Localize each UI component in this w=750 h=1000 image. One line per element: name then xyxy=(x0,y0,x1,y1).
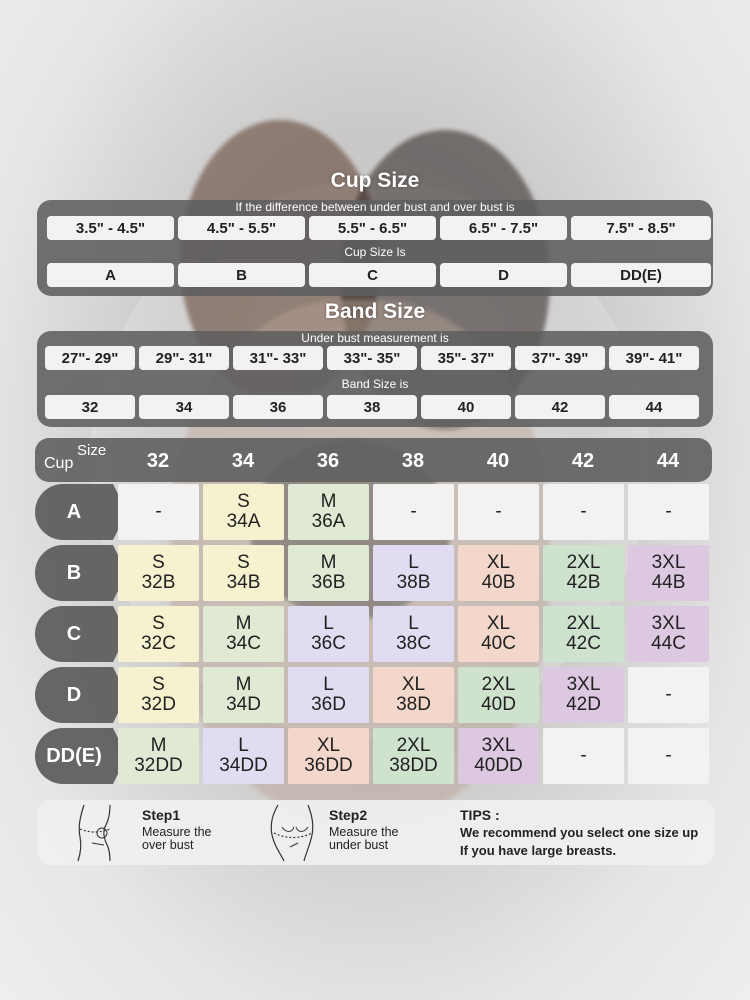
matrix-size-cell xyxy=(543,484,624,540)
matrix-cell-size: 2XL xyxy=(396,735,431,756)
matrix-column-header: 34 xyxy=(231,450,255,472)
matrix-size-cell xyxy=(628,545,709,601)
matrix-size-cell xyxy=(203,606,284,662)
step1-text-line2: over bust xyxy=(142,838,194,852)
matrix-cell-size: 2XL xyxy=(566,552,601,573)
matrix-cell-size: S xyxy=(152,613,165,634)
matrix-cell-size: 3XL xyxy=(651,552,686,573)
matrix-size-cell xyxy=(373,484,454,540)
cup-range-row xyxy=(47,216,711,240)
matrix-cell-size: - xyxy=(410,501,417,522)
cup-range-cell: 3.5" - 4.5" xyxy=(47,216,174,240)
matrix-size-cell xyxy=(543,667,624,723)
matrix-cell-bra-size: 42D xyxy=(566,694,601,715)
matrix-cell-size: L xyxy=(323,613,334,634)
matrix-cell-size: 2XL xyxy=(481,674,516,695)
matrix-cell-bra-size: 32C xyxy=(141,633,176,654)
matrix-column-header: 38 xyxy=(401,450,425,472)
cup-range-cell: 5.5" - 6.5" xyxy=(309,216,436,240)
matrix-cell-bra-size: 36C xyxy=(311,633,346,654)
matrix-cell-size: 2XL xyxy=(566,613,601,634)
cup-size-subtitle: If the difference between under bust and over bust is xyxy=(235,200,515,214)
band-range-cell: 27"- 29" xyxy=(45,346,135,370)
matrix-size-cell xyxy=(628,728,709,784)
matrix-size-cell xyxy=(543,606,624,662)
matrix-size-cell xyxy=(373,728,454,784)
cup-letter-row xyxy=(47,263,711,287)
matrix-cell-bra-size: 34A xyxy=(226,511,261,532)
step2-text-line2: under bust xyxy=(329,838,389,852)
matrix-cell-bra-size: 40DD xyxy=(474,755,523,776)
cup-letter-cell: D xyxy=(440,263,567,287)
matrix-cell-bra-size: 36DD xyxy=(304,755,353,776)
band-range-cell: 33"- 35" xyxy=(327,346,417,370)
matrix-cell-size: L xyxy=(408,613,419,634)
matrix-cell-bra-size: 42B xyxy=(566,572,601,593)
matrix-cup-label: Cup xyxy=(44,455,74,472)
matrix-cell-size: - xyxy=(580,745,587,766)
matrix-column-header: 32 xyxy=(146,450,170,472)
matrix-cell-size: M xyxy=(150,735,167,756)
cup-size-result-label: Cup Size Is xyxy=(344,245,406,259)
matrix-cell-size: XL xyxy=(401,674,426,695)
cup-range-cell: 7.5" - 8.5" xyxy=(571,216,711,240)
band-number-cell: 38 xyxy=(327,395,417,419)
step2-title: Step2 xyxy=(329,807,368,823)
tips-line1: We recommend you select one size up xyxy=(460,825,699,840)
band-range-row xyxy=(45,346,699,370)
matrix-size-cell xyxy=(118,606,199,662)
matrix-cell-bra-size: 40B xyxy=(481,572,516,593)
matrix-size-cell xyxy=(373,667,454,723)
matrix-cell-bra-size: 38B xyxy=(396,572,431,593)
matrix-cell-bra-size: 40D xyxy=(481,694,516,715)
matrix-cell-size: S xyxy=(152,552,165,573)
matrix-size-cell xyxy=(288,545,369,601)
matrix-cell-size: XL xyxy=(486,552,511,573)
matrix-cell-size: L xyxy=(323,674,334,695)
matrix-size-cell xyxy=(543,728,624,784)
matrix-cell-bra-size: 36B xyxy=(311,572,346,593)
matrix-size-cell xyxy=(203,667,284,723)
matrix-size-cell xyxy=(203,484,284,540)
matrix-row-cup-label: B xyxy=(35,545,113,601)
matrix-cell-bra-size: 44B xyxy=(651,572,686,593)
matrix-cell-bra-size: 38C xyxy=(396,633,431,654)
band-range-cell: 35"- 37" xyxy=(421,346,511,370)
matrix-cell-size: M xyxy=(320,491,337,512)
cup-range-cell: 4.5" - 5.5" xyxy=(178,216,305,240)
cup-letter-cell: A xyxy=(47,263,174,287)
matrix-size-cell xyxy=(203,728,284,784)
matrix-cell-bra-size: 34C xyxy=(226,633,261,654)
matrix-cell-size: - xyxy=(665,745,672,766)
step1-title: Step1 xyxy=(142,807,181,823)
cup-letter-cell: DD(E) xyxy=(571,263,711,287)
band-size-result-label: Band Size is xyxy=(341,377,409,391)
matrix-size-cell xyxy=(458,667,539,723)
matrix-size-cell xyxy=(458,545,539,601)
matrix-cell-size: L xyxy=(238,735,249,756)
matrix-size-cell xyxy=(118,667,199,723)
step2-text-line1: Measure the xyxy=(329,825,399,839)
matrix-size-cell xyxy=(288,606,369,662)
matrix-column-header: 42 xyxy=(571,450,595,472)
matrix-size-cell xyxy=(288,728,369,784)
matrix-size-cell xyxy=(628,606,709,662)
band-number-cell: 44 xyxy=(609,395,699,419)
band-size-subtitle: Under bust measurement is xyxy=(301,331,449,345)
band-number-cell: 40 xyxy=(421,395,511,419)
matrix-size-cell xyxy=(118,728,199,784)
band-number-row xyxy=(45,395,699,419)
matrix-cell-size: 3XL xyxy=(651,613,686,634)
matrix-cell-size: M xyxy=(235,674,252,695)
matrix-row-cup-label: D xyxy=(35,667,113,723)
matrix-row-cup-label: C xyxy=(35,606,113,662)
matrix-cell-size: XL xyxy=(486,613,511,634)
matrix-column-header: 36 xyxy=(316,450,340,472)
matrix-cell-size: - xyxy=(580,501,587,522)
cup-size-title: Cup Size xyxy=(330,169,420,192)
band-number-cell: 32 xyxy=(45,395,135,419)
overbust-measure-icon xyxy=(70,803,126,863)
matrix-size-cell xyxy=(628,484,709,540)
matrix-cell-bra-size: 34D xyxy=(226,694,261,715)
tips-title: TIPS : xyxy=(460,807,500,823)
matrix-size-label: Size xyxy=(77,442,107,459)
matrix-cell-size: - xyxy=(665,684,672,705)
matrix-row-cup-label: DD(E) xyxy=(35,728,113,784)
matrix-cell-bra-size: 36D xyxy=(311,694,346,715)
matrix-cell-bra-size: 32B xyxy=(141,572,176,593)
band-range-cell: 39"- 41" xyxy=(609,346,699,370)
matrix-size-cell xyxy=(373,545,454,601)
matrix-cell-bra-size: 34DD xyxy=(219,755,268,776)
band-size-title: Band Size xyxy=(324,300,426,323)
matrix-cell-bra-size: 32DD xyxy=(134,755,183,776)
matrix-size-cell xyxy=(118,545,199,601)
matrix-cell-size: - xyxy=(155,501,162,522)
matrix-size-cell xyxy=(458,484,539,540)
matrix-cell-size: S xyxy=(237,552,250,573)
matrix-cell-bra-size: 32D xyxy=(141,694,176,715)
matrix-cell-size: 3XL xyxy=(481,735,516,756)
matrix-cell-bra-size: 34B xyxy=(226,572,261,593)
cup-letter-cell: C xyxy=(309,263,436,287)
matrix-cell-size: S xyxy=(237,491,250,512)
matrix-cell-size: M xyxy=(235,613,252,634)
matrix-size-cell xyxy=(458,606,539,662)
matrix-cell-size: 3XL xyxy=(566,674,601,695)
matrix-cell-size: - xyxy=(665,501,672,522)
band-range-cell: 29"- 31" xyxy=(139,346,229,370)
matrix-cell-bra-size: 42C xyxy=(566,633,601,654)
matrix-size-cell xyxy=(118,484,199,540)
matrix-column-header: 44 xyxy=(656,450,680,472)
matrix-column-header: 40 xyxy=(486,450,510,472)
band-range-cell: 31"- 33" xyxy=(233,346,323,370)
matrix-row-cup-label: A xyxy=(35,484,113,540)
matrix-cell-size: XL xyxy=(316,735,341,756)
matrix-cell-size: M xyxy=(320,552,337,573)
band-number-cell: 34 xyxy=(139,395,229,419)
band-range-cell: 37"- 39" xyxy=(515,346,605,370)
matrix-size-cell xyxy=(288,667,369,723)
matrix-size-cell xyxy=(203,545,284,601)
tips-line2: If you have large breasts. xyxy=(460,843,617,858)
matrix-cell-bra-size: 38D xyxy=(396,694,431,715)
cup-letter-cell: B xyxy=(178,263,305,287)
matrix-cell-bra-size: 36A xyxy=(311,511,346,532)
cup-range-cell: 6.5" - 7.5" xyxy=(440,216,567,240)
matrix-size-cell xyxy=(373,606,454,662)
matrix-cell-size: - xyxy=(495,501,502,522)
matrix-cell-bra-size: 40C xyxy=(481,633,516,654)
band-number-cell: 36 xyxy=(233,395,323,419)
matrix-size-cell xyxy=(628,667,709,723)
matrix-size-cell xyxy=(543,545,624,601)
matrix-cell-bra-size: 38DD xyxy=(389,755,438,776)
band-number-cell: 42 xyxy=(515,395,605,419)
matrix-cell-size: L xyxy=(408,552,419,573)
underbust-measure-icon xyxy=(262,803,324,863)
matrix-cell-bra-size: 44C xyxy=(651,633,686,654)
matrix-size-cell xyxy=(288,484,369,540)
step1-text-line1: Measure the xyxy=(142,825,212,839)
matrix-cell-size: S xyxy=(152,674,165,695)
matrix-size-cell xyxy=(458,728,539,784)
